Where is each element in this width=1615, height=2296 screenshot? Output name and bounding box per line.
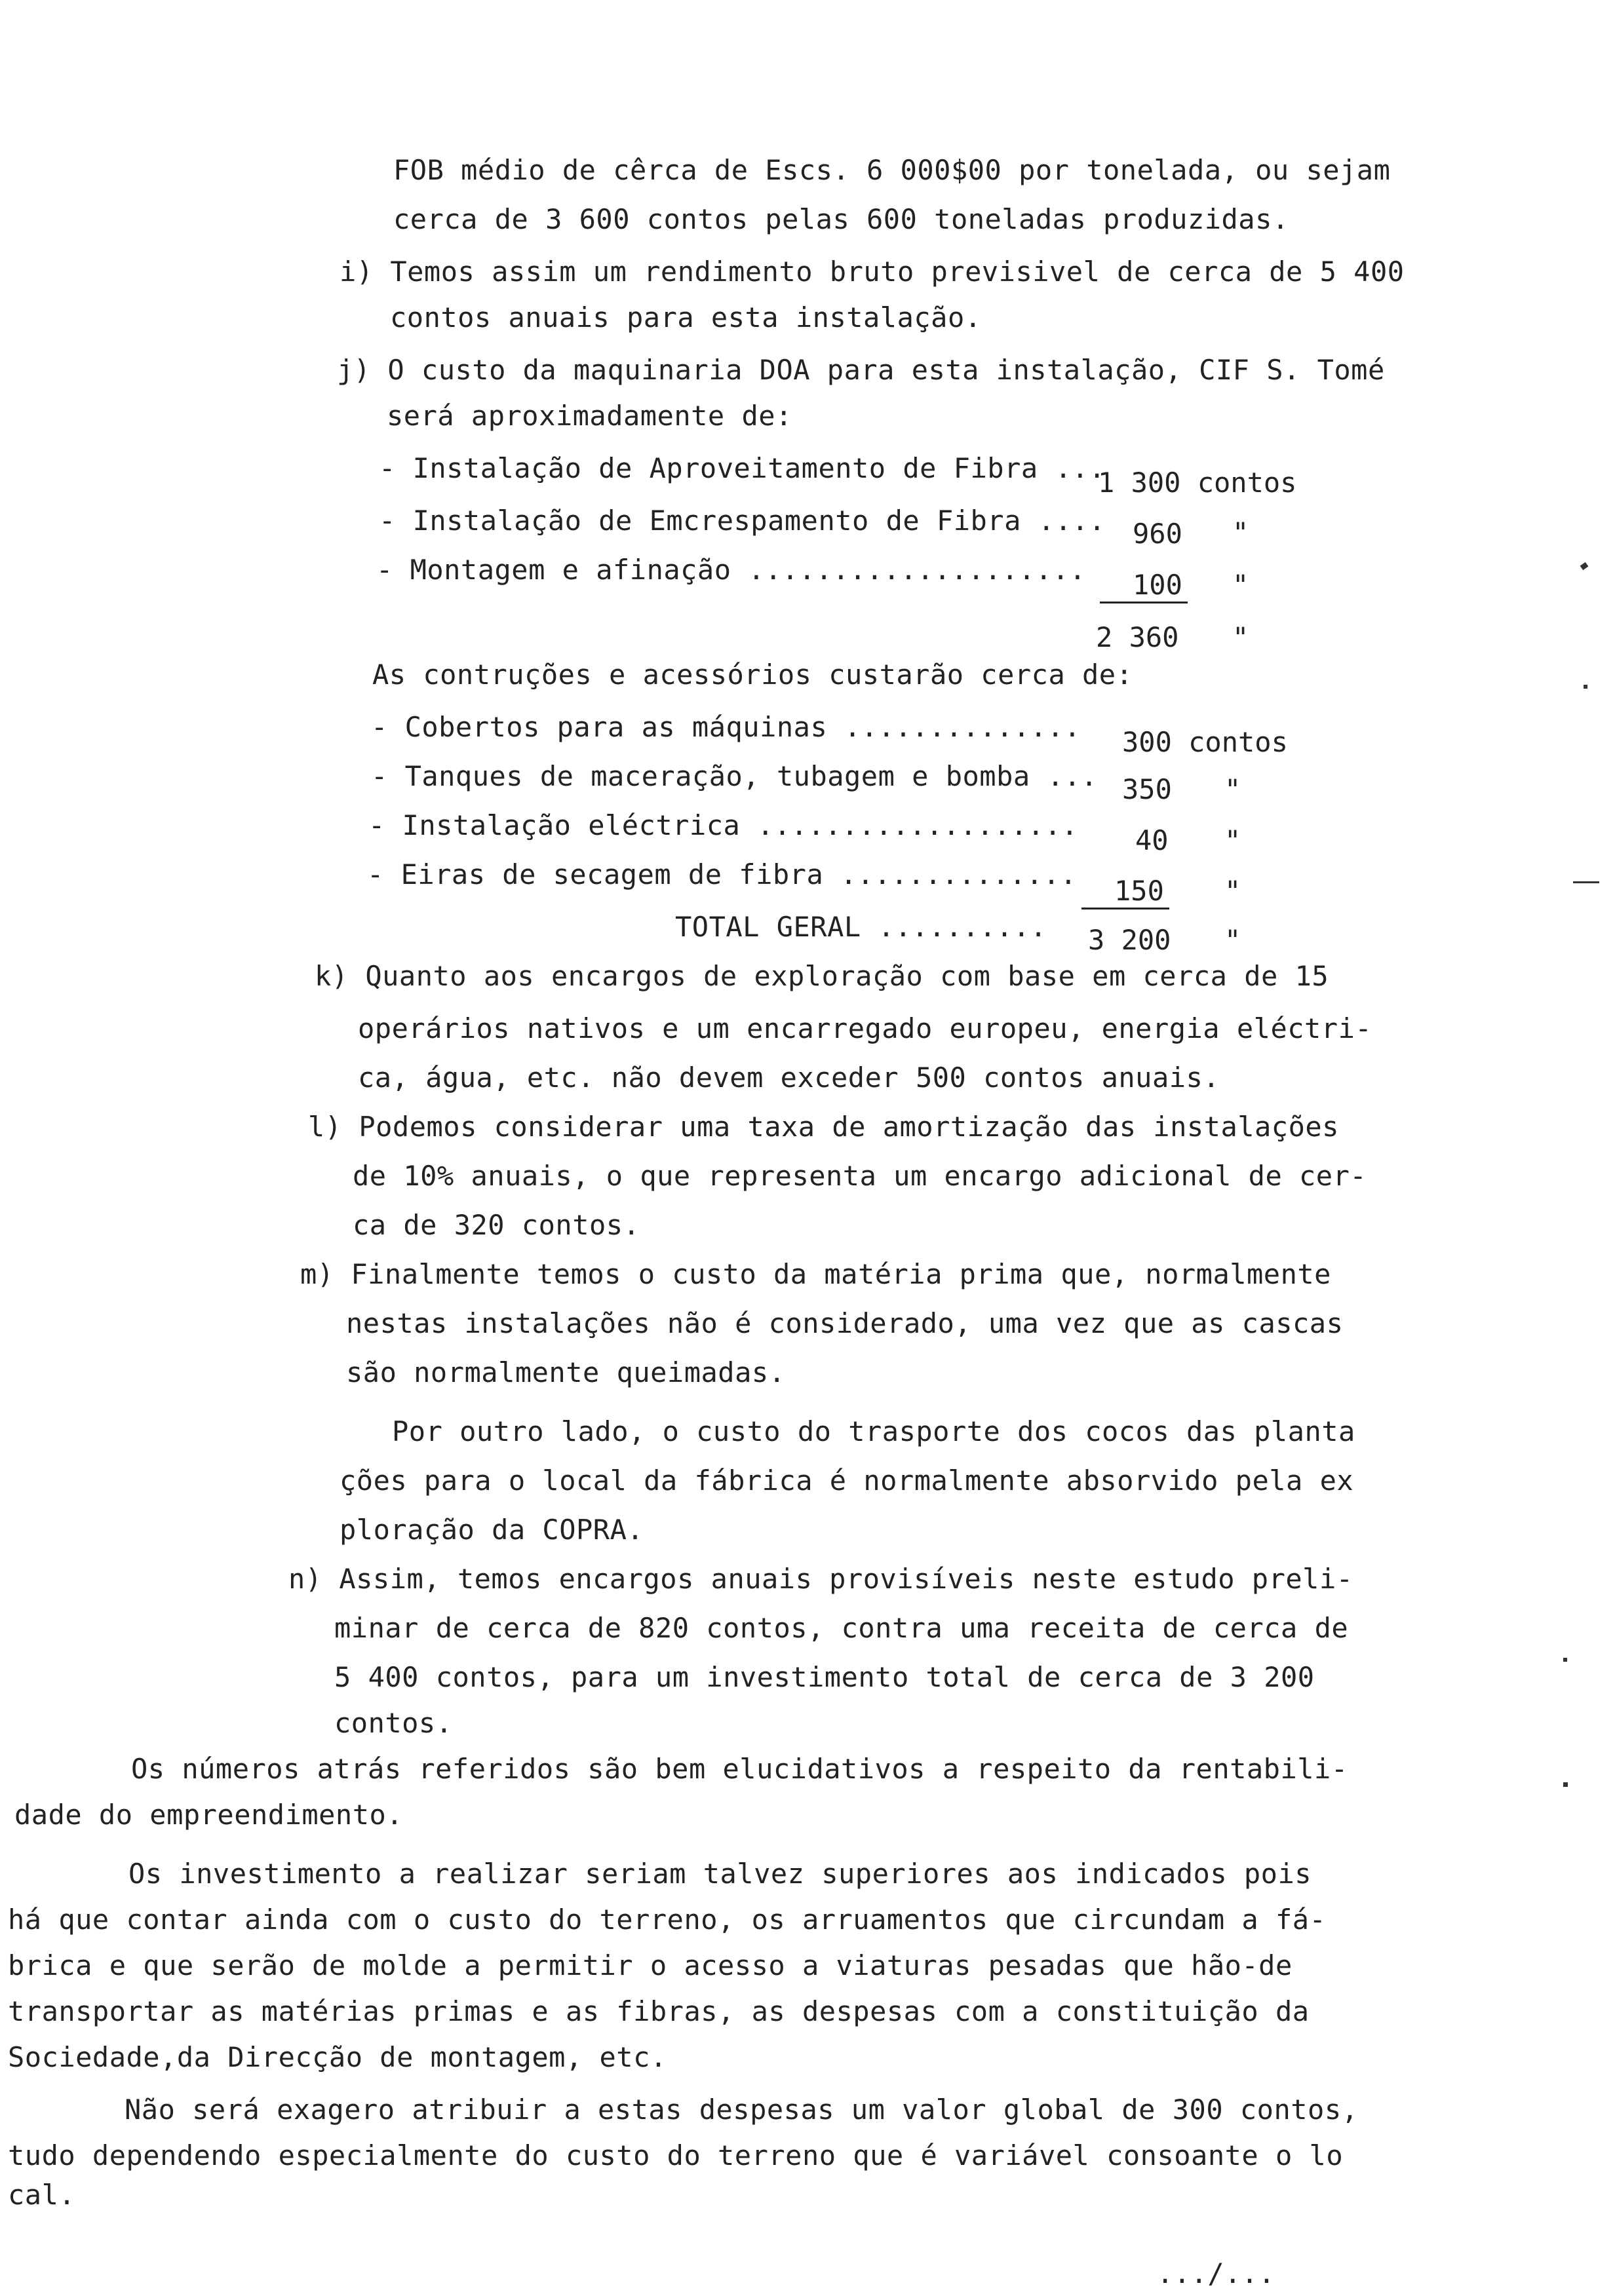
ditto-mark: " xyxy=(1232,621,1249,653)
cost-subtotal: 2 360 xyxy=(1096,621,1179,653)
text-line: dade do empreendimento. xyxy=(14,1799,404,1831)
scan-mark xyxy=(1584,685,1587,689)
cost-item: - Eiras de secagem de fibra .............. xyxy=(367,858,1078,890)
cost-amount: 960 xyxy=(1133,518,1182,550)
text-line: brica e que serão de molde a permitir o acesso a viaturas pesadas que hão-de xyxy=(8,1949,1293,1981)
text-line: FOB médio de cêrca de Escs. 6 000$00 por tonelada, ou sejam xyxy=(393,154,1391,186)
cost-amount: 1 300 contos xyxy=(1098,467,1297,499)
text-line: são normalmente queimadas. xyxy=(346,1356,786,1388)
scan-mark xyxy=(1573,881,1599,883)
text-line: ploração da COPRA. xyxy=(340,1514,644,1546)
cost-amount: 300 contos xyxy=(1122,726,1288,758)
text-line: n) Assim, temos encargos anuais provisíveis neste estudo preli- xyxy=(288,1563,1353,1595)
cost-amount: 150 xyxy=(1081,875,1169,909)
text-line: Os investimento a realizar seriam talvez superiores aos indicados pois xyxy=(128,1858,1312,1890)
cost-item: - Tanques de maceração, tubagem e bomba ... xyxy=(371,760,1098,792)
text-line: ca de 320 contos. xyxy=(353,1209,640,1241)
cost-item: - Instalação de Emcrespamento de Fibra .... xyxy=(379,505,1106,537)
cost-item: - Instalação eléctrica ................... xyxy=(368,809,1079,841)
text-line: i) Temos assim um rendimento bruto previsivel de cerca de 5 400 xyxy=(340,256,1405,288)
page-continuation: .../... xyxy=(1157,2257,1275,2289)
ditto-mark: " xyxy=(1232,569,1249,601)
cost-amount: 100 xyxy=(1100,569,1188,603)
text-line: operários nativos e um encarregado europeu, energia eléctri- xyxy=(358,1012,1372,1044)
text-line: k) Quanto aos encargos de exploração com base em cerca de 15 xyxy=(315,960,1329,992)
cost-item: - Cobertos para as máquinas .............. xyxy=(371,711,1081,743)
cost-amount: 350 xyxy=(1122,773,1172,805)
text-line: minar de cerca de 820 contos, contra uma receita de cerca de xyxy=(334,1612,1349,1644)
text-line: Sociedade,da Direcção de montagem, etc. xyxy=(8,2041,667,2073)
text-line: de 10% anuais, o que representa um encargo adicional de cer- xyxy=(353,1160,1367,1192)
ditto-mark: " xyxy=(1224,924,1241,956)
ditto-mark: " xyxy=(1224,875,1241,907)
text-line: j) O custo da maquinaria DOA para esta instalação, CIF S. Tomé xyxy=(337,354,1385,386)
text-line: cerca de 3 600 contos pelas 600 toneladas produzidas. xyxy=(393,203,1289,235)
ditto-mark: " xyxy=(1224,773,1241,805)
total-amount: 3 200 xyxy=(1088,924,1171,956)
text-line: ca, água, etc. não devem exceder 500 contos anuais. xyxy=(358,1062,1220,1094)
cost-item: - Instalação de Aproveitamento de Fibra ... xyxy=(379,452,1106,484)
text-line: ções para o local da fábrica é normalmente absorvido pela ex xyxy=(340,1464,1354,1497)
text-line: contos. xyxy=(334,1707,453,1739)
total-label: TOTAL GERAL .......... xyxy=(675,911,1047,943)
text-line: l) Podemos considerar uma taxa de amortização das instalações xyxy=(308,1111,1339,1143)
scan-mark xyxy=(1580,562,1589,570)
text-line: transportar as matérias primas e as fibras, as despesas com a constituição da xyxy=(8,1995,1310,2027)
text-line: m) Finalmente temos o custo da matéria prima que, normalmente xyxy=(300,1258,1331,1290)
text-line: será aproximadamente de: xyxy=(387,400,792,432)
text-line: As contruções e acessórios custarão cerca de: xyxy=(372,659,1133,691)
ditto-mark: " xyxy=(1232,516,1249,548)
text-line: tudo dependendo especialmente do custo do terreno que é variável consoante o lo xyxy=(8,2139,1344,2172)
text-line: Não será exagero atribuir a estas despesas um valor global de 300 contos, xyxy=(125,2094,1359,2126)
text-line: cal. xyxy=(8,2179,76,2211)
text-line: Por outro lado, o custo do trasporte dos cocos das planta xyxy=(392,1415,1355,1447)
text-line: contos anuais para esta instalação. xyxy=(390,301,982,334)
scan-mark xyxy=(1563,1658,1567,1662)
text-line: Os números atrás referidos são bem elucidativos a respeito da rentabili- xyxy=(131,1753,1348,1785)
text-line: nestas instalações não é considerado, uma vez que as cascas xyxy=(346,1307,1344,1339)
cost-amount: 40 xyxy=(1135,824,1169,856)
ditto-mark: " xyxy=(1224,824,1241,856)
text-line: há que contar ainda com o custo do terreno, os arruamentos que circundam a fá- xyxy=(8,1904,1327,1936)
scan-mark xyxy=(1563,1782,1568,1787)
cost-item: - Montagem e afinação .................... xyxy=(376,554,1087,586)
text-line: 5 400 contos, para um investimento total de cerca de 3 200 xyxy=(334,1661,1315,1693)
